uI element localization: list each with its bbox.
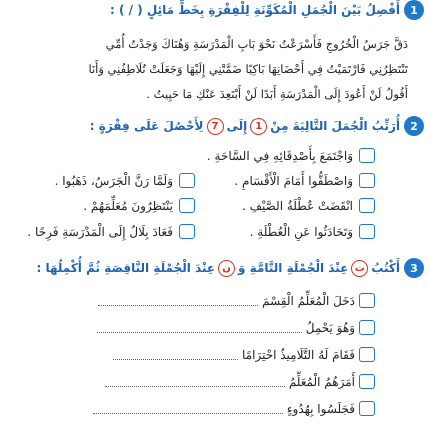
order-answer-box[interactable] bbox=[179, 198, 195, 213]
sentence-text: دَخَلَ الْمُعَلِّمُ الْقِسْمَ bbox=[262, 293, 355, 308]
order-answer-box[interactable] bbox=[179, 224, 195, 239]
instruction-part: أَكْتُبُ bbox=[371, 261, 400, 275]
completion-line[interactable] bbox=[97, 322, 302, 333]
sentence-row bbox=[98, 293, 375, 308]
order-item bbox=[250, 224, 375, 239]
sentence-text: فَجَلَسُوا بِهُدُوءٍ bbox=[286, 401, 355, 416]
question-2-header bbox=[90, 116, 424, 136]
order-answer-box[interactable] bbox=[359, 148, 375, 163]
order-item-text: وَلَمَّا رَنَّ الْجَرَسُ، ذَهَبُوا . bbox=[54, 173, 173, 188]
question-1-header bbox=[110, 0, 424, 20]
to-number-badge: 7 bbox=[207, 118, 224, 135]
completion-line[interactable] bbox=[105, 376, 285, 387]
paragraph-line: تَنْتَظِرُنِي فَارْتَمَيْتُ فِي أَحْضَانِهَا بَاكِيًا ضَمَّتْنِي إِلَيْهَا وَجَعَلَتْ تُلَاطِفُنِي وَأَنَا bbox=[88, 62, 408, 76]
instruction-part: إِلَى bbox=[226, 119, 248, 133]
order-answer-box[interactable] bbox=[359, 198, 375, 213]
from-number-badge: 1 bbox=[250, 118, 267, 135]
order-item-text: انْقَضَتْ عُطْلَةُ الصَّيْفِ . bbox=[241, 198, 353, 213]
order-item-text: وَاصْطَفُّوا أَمَامَ الْأَقْسَامِ . bbox=[234, 173, 353, 188]
sentence-text: أَمَرَهُمُ الْمُعَلِّمُ bbox=[288, 374, 355, 389]
instruction-part: عِنْدَ الْجُمْلَةِ التَّامَّةِ وَ bbox=[238, 261, 349, 275]
instruction-part: لِأَحْصُلَ عَلَى فِقْرَةٍ : bbox=[89, 119, 204, 133]
paragraph bbox=[13, 32, 408, 107]
order-item bbox=[234, 173, 375, 188]
question-number: 1 bbox=[404, 0, 424, 20]
paragraph-line: دَقَّ جَرَسُ الْخُرُوجِ فَأَسْرَعْتُ نَحْوَ بَابِ الْمَدْرَسَةِ وَهُنَاكَ وَجَدْتُ أُمِّي bbox=[105, 37, 408, 51]
complete-mark-badge: ت bbox=[351, 260, 368, 277]
mark-answer-box[interactable] bbox=[359, 401, 375, 416]
completion-line[interactable] bbox=[93, 403, 283, 414]
question-instruction: أَفْصِلُ بَيْنَ الْجُمَلِ الْمُكَوِّنَةِ لِلْفِقْرَةِ بِخَطٍّ مَائِلٍ ( / ) : bbox=[110, 3, 400, 17]
mark-answer-box[interactable] bbox=[359, 347, 375, 362]
mark-answer-box[interactable] bbox=[359, 293, 375, 308]
order-answer-box[interactable] bbox=[359, 224, 375, 239]
sentence-row bbox=[97, 320, 375, 335]
sentence-row bbox=[105, 374, 375, 389]
question-instruction bbox=[36, 260, 400, 277]
completion-line[interactable] bbox=[98, 295, 258, 306]
instruction-part: أُرَتِّبُ الْجُمَلَ التَّالِيَةَ مِنْ bbox=[270, 119, 400, 133]
completion-line[interactable] bbox=[113, 349, 238, 360]
sentence-row bbox=[113, 347, 375, 362]
order-item bbox=[27, 224, 195, 239]
sentence-text: وَهُوَ يَحْمِلُ bbox=[305, 320, 355, 335]
order-item bbox=[242, 198, 375, 213]
sentence-text: فَقَامَ لَهُ التَّلَامِيذُ احْتِرَامًا bbox=[242, 347, 355, 362]
order-item bbox=[207, 148, 375, 163]
paragraph-line: أَقُولُ لَنْ أَعُودَ إِلَى الْمَدْرَسَةِ أَبَدًا لَنْ أَبْتَعِدَ عَنْكِ مَا حَيِيتُ . bbox=[146, 87, 408, 101]
order-item-text: وَاجْتَمَعَ بِأَصْدِقَائِهِ فِي السَّاحَةِ . bbox=[206, 148, 353, 163]
question-instruction bbox=[90, 118, 400, 135]
order-item bbox=[83, 198, 195, 213]
question-number: 2 bbox=[404, 116, 424, 136]
question-3-header bbox=[36, 258, 424, 278]
mark-answer-box[interactable] bbox=[359, 320, 375, 335]
order-answer-box[interactable] bbox=[179, 173, 195, 188]
order-answer-box[interactable] bbox=[359, 173, 375, 188]
instruction-part: عِنْدَ الْجُمْلَةِ النَّاقِصَةِ ثُمَّ أُكْمِلُهَا : bbox=[36, 261, 216, 275]
order-item-text: وَتَحَادَثُوا عَنِ الْعُطْلَةِ . bbox=[249, 224, 353, 239]
incomplete-mark-badge: ن bbox=[218, 260, 235, 277]
order-item-text: يَنْتَظِرُونَ مُعَلِّمَهُمْ . bbox=[83, 198, 173, 213]
sentence-row bbox=[93, 401, 375, 416]
mark-answer-box[interactable] bbox=[359, 374, 375, 389]
order-item bbox=[55, 173, 195, 188]
order-item-text: فَعَادَ بِلَالٌ إِلَى الْمَدْرَسَةِ فَرِحًا . bbox=[27, 224, 173, 239]
question-number: 3 bbox=[404, 258, 424, 278]
